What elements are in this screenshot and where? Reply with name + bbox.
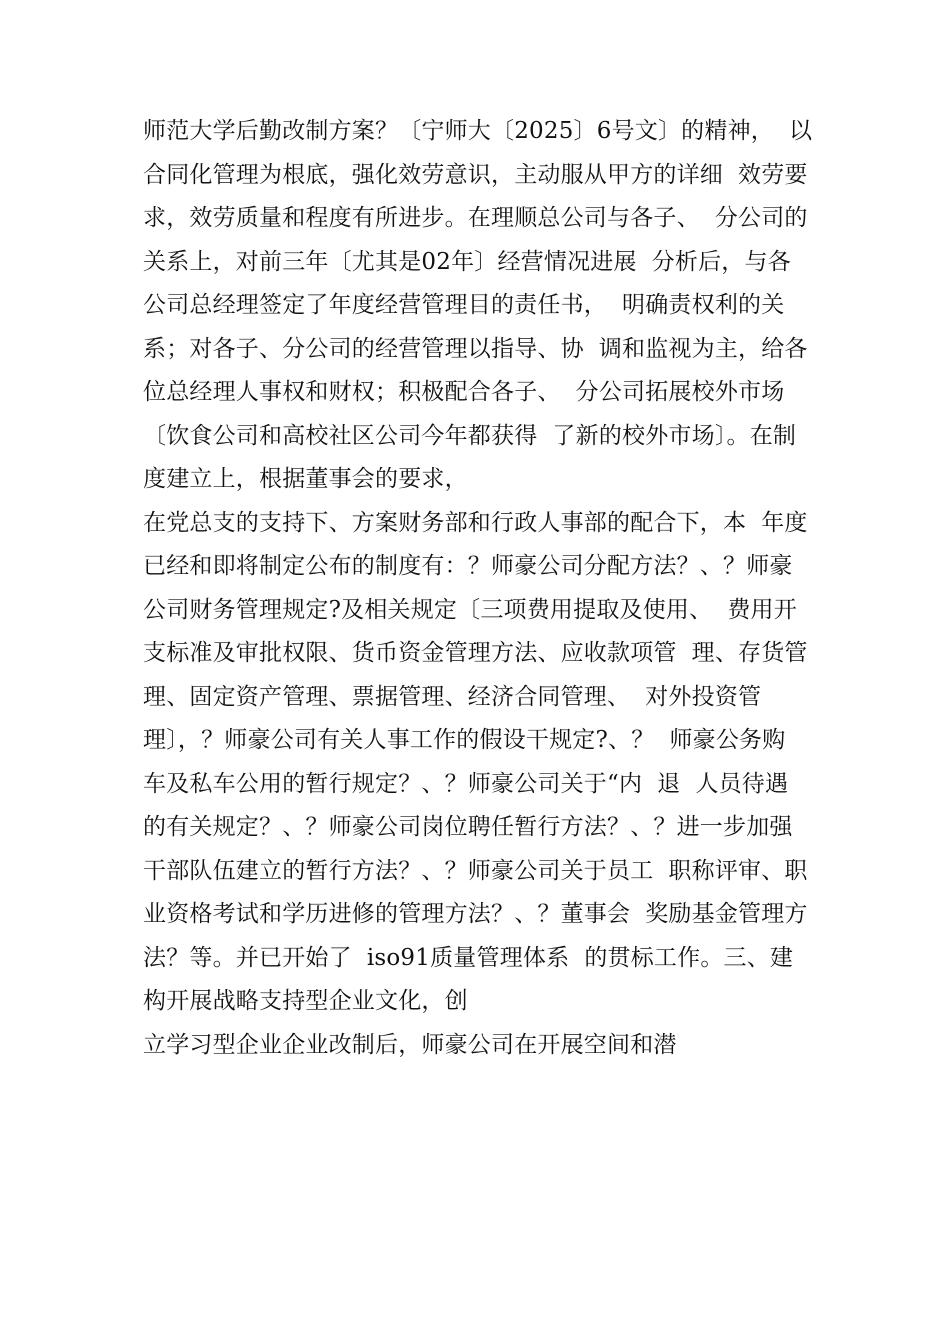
text-line-1: 师范大学后勤改制方案？〔宁师大〔2025〕6号文〕的精神， 以	[143, 118, 813, 144]
text-line-7: 位总经理人事权和财权；积极配合各子、 分公司拓展校外市场	[143, 379, 785, 405]
text-line-22: 立学习型企业企业改制后，师豪公司在开展空间和潜	[143, 1031, 677, 1058]
text-line-4: 关系上，对前三年〔尤其是02年〕经营情况进展 分析后，与各	[143, 248, 791, 275]
text-line-8: 〔饮食公司和高校社区公司今年都获得 了新的校外市场〕。在制	[143, 422, 797, 449]
text-line-9: 度建立上，根据董事会的要求，	[143, 466, 468, 492]
body-text	[143, 110, 843, 1067]
text-line-5: 公司总经理签定了年度经营管理目的责任书， 明确责权利的关	[143, 292, 785, 318]
text-line-16: 车及私车公用的暂行规定？、？师豪公司关于“内 退 人员待遇	[143, 770, 789, 797]
text-line-17: 的有关规定？、？师豪公司岗位聘任暂行方法？、？进一步加强	[143, 814, 793, 840]
text-line-19: 业资格考试和学历进修的管理方法？、？董事会 奖励基金管理方	[143, 901, 808, 927]
text-line-12: 公司财务管理规定?及相关规定〔三项费用提取及使用、 费用开	[143, 596, 797, 623]
text-line-20: 法？等。并已开始了 iso91质量管理体系 的贯标工作。三、建	[143, 944, 794, 971]
text-line-3: 求，效劳质量和程度有所进步。在理顺总公司与各子、 分公司的	[143, 205, 808, 231]
text-line-11: 已经和即将制定公布的制度有：？师豪公司分配方法？、？师豪	[143, 553, 793, 579]
text-line-10: 在党总支的支持下、方案财务部和行政人事部的配合下，本 年度	[143, 509, 808, 536]
text-line-15: 理〕，？师豪公司有关人事工作的假设干规定?、？ 师豪公务购	[143, 727, 786, 753]
text-line-14: 理、固定资产管理、票据管理、经济合同管理、 对外投资管	[143, 683, 762, 710]
text-line-2: 合同化管理为根底，强化效劳意识，主动服从甲方的详细 效劳要	[143, 161, 808, 188]
text-line-21: 构开展战略支持型企业文化，创	[143, 988, 468, 1014]
text-line-13: 支标准及审批权限、货币资金管理方法、应收款项管 理、存货管	[143, 640, 808, 666]
text-line-6: 系；对各子、分公司的经营管理以指导、协 调和监视为主，给各	[143, 335, 808, 362]
text-line-18: 干部队伍建立的暂行方法？、？师豪公司关于员工 职称评审、职	[143, 857, 808, 884]
